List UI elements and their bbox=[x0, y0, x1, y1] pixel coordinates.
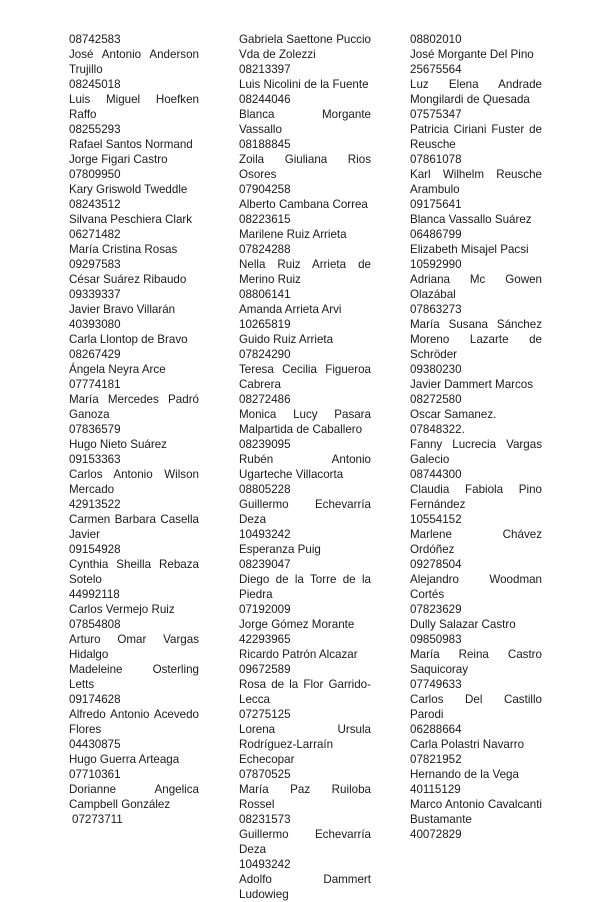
id-number: 08742583 bbox=[69, 33, 121, 46]
id-number: 08244046 bbox=[239, 93, 291, 106]
person-name: Monica Lucy Pasara Malpartida de Caballero bbox=[239, 408, 371, 436]
person-name: María Cristina Rosas bbox=[69, 243, 178, 256]
person-name: Oscar Samanez. bbox=[410, 408, 497, 421]
id-number: 08239095 bbox=[239, 438, 291, 451]
person-name: Dorianne Angelica Campbell González bbox=[69, 783, 199, 811]
id-number: 08231573 bbox=[239, 813, 291, 826]
id-number: 07749633 bbox=[410, 678, 462, 691]
person-name: Teresa Cecilia Figueroa Cabrera bbox=[239, 363, 371, 391]
person-name: José Antonio Anderson Trujillo bbox=[69, 48, 199, 76]
person-name: Carlos Del Castillo Parodi bbox=[410, 693, 542, 721]
id-number: 40393080 bbox=[69, 318, 121, 331]
person-name: Javier Dammert Marcos bbox=[410, 378, 534, 391]
id-number: 06288664 bbox=[410, 723, 462, 736]
id-number: 07192009 bbox=[239, 603, 291, 616]
id-number: 09850983 bbox=[410, 633, 462, 646]
person-name: Rafael Santos Normand bbox=[69, 138, 193, 151]
id-number: 08223615 bbox=[239, 213, 291, 226]
person-name: Hernando de la Vega bbox=[410, 768, 519, 781]
id-number: 08245018 bbox=[69, 78, 121, 91]
person-name: Carlos Antonio Wilson Mercado bbox=[69, 468, 199, 496]
id-number: 44992118 bbox=[69, 588, 120, 601]
id-number: 08239047 bbox=[239, 558, 291, 571]
id-number: 06486799 bbox=[410, 228, 462, 241]
id-number: 07823629 bbox=[410, 603, 462, 616]
id-number: 08272486 bbox=[239, 393, 291, 406]
person-name: Luis Nicolini de la Fuente bbox=[239, 78, 369, 91]
id-number: 40115129 bbox=[410, 783, 461, 796]
person-name: Alejandro Woodman Cortés bbox=[410, 573, 542, 601]
id-number: 42913522 bbox=[69, 498, 121, 511]
person-name: Fanny Lucrecia Vargas Galecio bbox=[410, 438, 542, 466]
person-name: Carla Llontop de Bravo bbox=[69, 333, 188, 346]
id-number: 07904258 bbox=[239, 183, 291, 196]
id-number: 07861078 bbox=[410, 153, 462, 166]
person-name: Adriana Mc Gowen Olazábal bbox=[410, 273, 542, 301]
person-name: José Morgante Del Pino bbox=[410, 48, 534, 61]
id-number: 08272580 bbox=[410, 393, 462, 406]
id-number: 08805228 bbox=[239, 483, 291, 496]
person-name: Blanca Vassallo Suárez bbox=[410, 213, 532, 226]
id-number: 09297583 bbox=[69, 258, 121, 271]
id-number: 09339337 bbox=[69, 288, 121, 301]
person-name: Guillermo Echevarría Deza bbox=[239, 828, 371, 856]
id-number: 08188845 bbox=[239, 138, 291, 151]
person-name: Guido Ruiz Arrieta bbox=[239, 333, 334, 346]
id-number: 08802010 bbox=[410, 33, 462, 46]
id-number: 42293965 bbox=[239, 633, 291, 646]
person-name: María Paz Ruiloba Rossel bbox=[239, 783, 371, 811]
id-number: 09174628 bbox=[69, 693, 121, 706]
id-number: 10265819 bbox=[239, 318, 291, 331]
person-name: Madeleine Osterling Letts bbox=[69, 663, 199, 691]
person-name: Elizabeth Misajel Pacsi bbox=[410, 243, 529, 256]
id-number: 08255293 bbox=[69, 123, 121, 136]
person-name: Ricardo Patrón Alcazar bbox=[239, 648, 358, 661]
person-name: Hugo Guerra Arteaga bbox=[69, 753, 180, 766]
id-number: 07854808 bbox=[69, 618, 121, 631]
person-name: Ángela Neyra Arce bbox=[69, 363, 166, 376]
person-name: Jorge Figari Castro bbox=[69, 153, 168, 166]
id-number: 07575347 bbox=[410, 108, 462, 121]
id-number: 09278504 bbox=[410, 558, 462, 571]
person-name: Karl Wilhelm Reusche Arambulo bbox=[410, 168, 542, 196]
signatory-column-1 bbox=[69, 32, 199, 827]
person-name: Luz Elena Andrade Mongilardi de Quesada bbox=[410, 78, 542, 106]
person-name: Patricia Ciriani Fuster de Reusche bbox=[410, 123, 542, 151]
person-name: Nella Ruiz Arrieta de Merino Ruiz bbox=[239, 258, 371, 286]
person-name: Arturo Omar Vargas Hidalgo bbox=[69, 633, 199, 661]
id-number: 06271482 bbox=[69, 228, 121, 241]
id-number: 04430875 bbox=[69, 738, 121, 751]
id-number: 09380230 bbox=[410, 363, 462, 376]
person-name: Alfredo Antonio Acevedo Flores bbox=[69, 708, 199, 736]
id-number: 07848322. bbox=[410, 423, 465, 436]
id-number: 08243512 bbox=[69, 198, 121, 211]
person-name: Rosa de la Flor Garrido-Lecca bbox=[239, 678, 371, 706]
person-name: María Mercedes Padró Ganoza bbox=[69, 393, 199, 421]
person-name: Javier Bravo Villarán bbox=[69, 303, 176, 316]
person-name: Carla Polastri Navarro bbox=[410, 738, 525, 751]
id-number: 10554152 bbox=[410, 513, 462, 526]
id-number: 07836579 bbox=[69, 423, 121, 436]
person-name: Diego de la Torre de la Piedra bbox=[239, 573, 371, 601]
id-number: 09153363 bbox=[69, 453, 121, 466]
id-number: 08213397 bbox=[239, 63, 291, 76]
id-number: 08806141 bbox=[239, 288, 291, 301]
person-name: Amanda Arrieta Arvi bbox=[239, 303, 342, 316]
person-name: Rubén Antonio Ugarteche Villacorta bbox=[239, 453, 371, 481]
id-number: 08267429 bbox=[69, 348, 121, 361]
person-name: Cynthia Sheilla Rebaza Sotelo bbox=[69, 558, 199, 586]
id-number: 07824290 bbox=[239, 348, 291, 361]
id-number: 09672589 bbox=[239, 663, 291, 676]
person-name: Guillermo Echevarría Deza bbox=[239, 498, 371, 526]
id-number: 07824288 bbox=[239, 243, 291, 256]
person-name: Adolfo Dammert Ludowieg bbox=[239, 873, 371, 901]
id-number: 07275125 bbox=[239, 708, 291, 721]
id-number: 09154928 bbox=[69, 543, 121, 556]
id-number: 10493242 bbox=[239, 528, 291, 541]
person-name: Marco Antonio Cavalcanti Bustamante bbox=[410, 798, 542, 826]
person-name: Jorge Gómez Morante bbox=[239, 618, 355, 631]
person-name: María Reina Castro Saquicoray bbox=[410, 648, 542, 676]
person-name: Marlene Chávez Ordóñez bbox=[410, 528, 542, 556]
person-name: Gabriela Saettone Puccio Vda de Zolezzi bbox=[239, 33, 371, 61]
id-number: 07863273 bbox=[410, 303, 462, 316]
person-name: Hugo Nieto Suárez bbox=[69, 438, 167, 451]
person-name: Esperanza Puig bbox=[239, 543, 321, 556]
person-name: Kary Griswold Tweddle bbox=[69, 183, 188, 196]
id-number: 07273711 bbox=[72, 813, 123, 826]
person-name: Luis Miguel Hoefken Raffo bbox=[69, 93, 199, 121]
person-name: Silvana Peschiera Clark bbox=[69, 213, 193, 226]
id-number: 07809950 bbox=[69, 168, 121, 181]
id-number: 07774181 bbox=[69, 378, 121, 391]
person-name: Carmen Barbara Casella Javier bbox=[69, 513, 199, 541]
signatory-column-2 bbox=[239, 32, 371, 902]
id-number: 10592990 bbox=[410, 258, 462, 271]
id-number: 25675564 bbox=[410, 63, 462, 76]
id-number: 07710361 bbox=[69, 768, 121, 781]
person-name: Alberto Cambana Correa bbox=[239, 198, 368, 211]
person-name: Lorena Ursula Rodríguez-Larraín Echecopar bbox=[239, 723, 371, 766]
id-number: 40072829 bbox=[410, 828, 462, 841]
person-name: Carlos Vermejo Ruiz bbox=[69, 603, 175, 616]
person-name: Dully Salazar Castro bbox=[410, 618, 516, 631]
id-number: 10493242 bbox=[239, 858, 291, 871]
person-name: César Suárez Ribaudo bbox=[69, 273, 187, 286]
id-number: 09175641 bbox=[410, 198, 462, 211]
signatory-column-3 bbox=[410, 32, 542, 842]
id-number: 07821952 bbox=[410, 753, 462, 766]
person-name: Zoila Giuliana Rios Osores bbox=[239, 153, 371, 181]
id-number: 08744300 bbox=[410, 468, 462, 481]
person-name: Claudia Fabiola Pino Fernández bbox=[410, 483, 542, 511]
id-number: 07870525 bbox=[239, 768, 291, 781]
person-name: Marilene Ruiz Arrieta bbox=[239, 228, 347, 241]
person-name: Blanca Morgante Vassallo bbox=[239, 108, 371, 136]
person-name: María Susana Sánchez Moreno Lazarte de Schröder bbox=[410, 318, 542, 361]
